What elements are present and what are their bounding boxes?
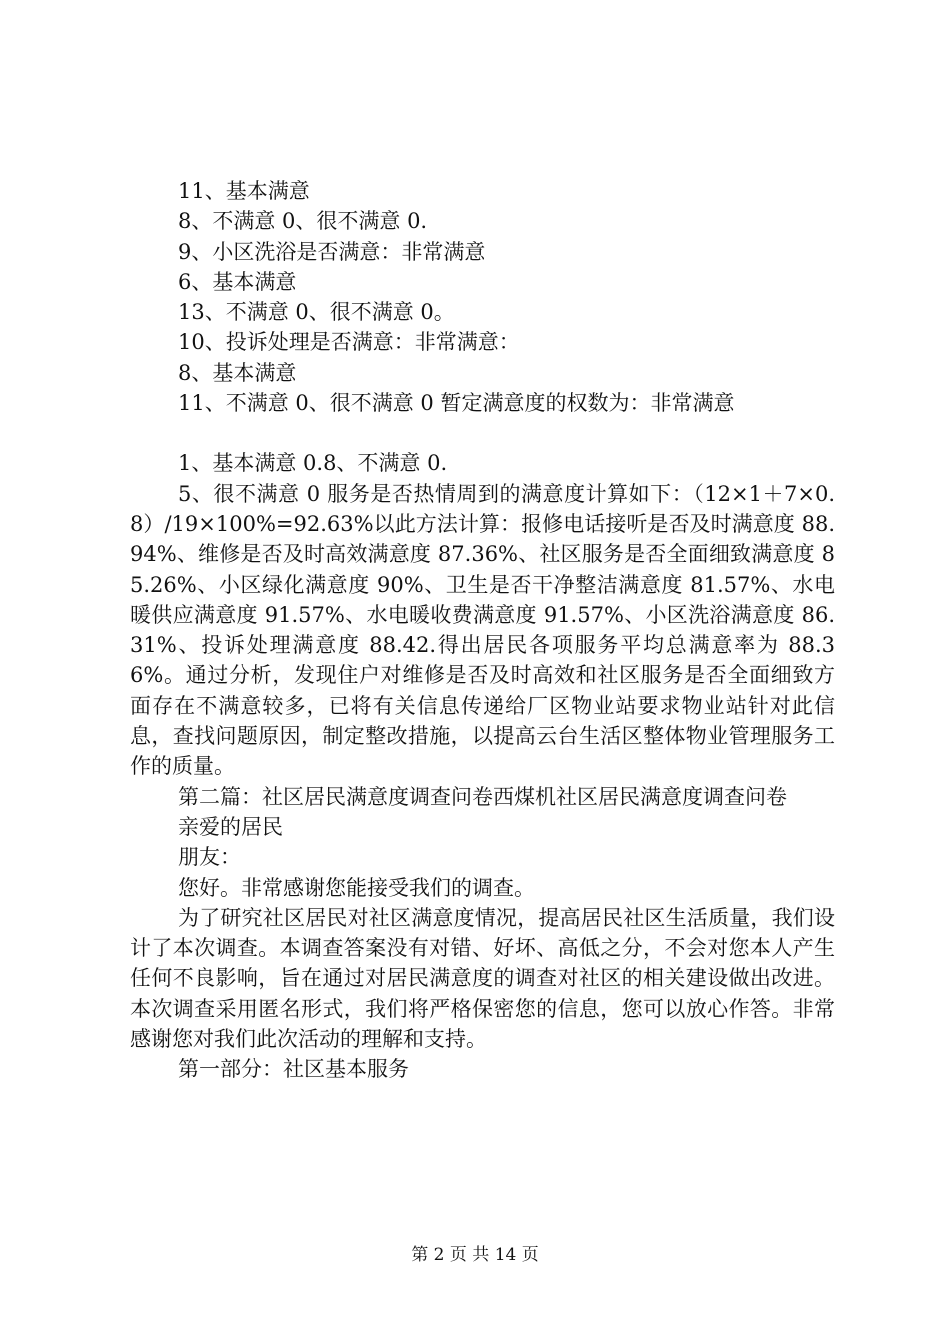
page-footer: 第 2 页 共 14 页 (411, 1245, 539, 1265)
section-title: 第二篇：社区居民满意度调查问卷西煤机社区居民满意度调查问卷 (178, 784, 787, 809)
text-line: 9、小区洗浴是否满意：非常满意 (178, 239, 486, 264)
text-line: 11、不满意 0、很不满意 0 暂定满意度的权数为：非常满意 (178, 391, 735, 416)
hello-line: 您好。非常感谢您能接受我们的调查。 (178, 875, 535, 900)
text-line: 8、不满意 0、很不满意 0. (178, 209, 428, 234)
text-line: 11、基本满意 (178, 179, 310, 203)
document-body (130, 176, 835, 1085)
text-line: 8、基本满意 (178, 360, 297, 385)
part-heading: 第一部分：社区基本服务 (178, 1057, 409, 1082)
text-line: 6、基本满意 (178, 269, 297, 294)
text-line: 10、投诉处理是否满意：非常满意： (178, 330, 520, 355)
text-line: 13、不满意 0、很不满意 0。 (178, 300, 455, 325)
greeting-line: 朋友： (178, 845, 241, 870)
calculation-paragraph: 5、很不满意 0 服务是否热情周到的满意度计算如下：（12×1＋7×0.8）/19×100%=92.63%以此方法计算：报修电话接听是否及时满意度 88.94%、维修是否及时高效满意度 87.36%、社区服务是否全面细致满意度 85.26%、小区绿化满意度 90%、卫生是否干净整洁满意度 81.57%、水电暖供应满意度 91.57%、水电暖收费满意度 91.57%、小区洗浴满意度 86.31%、投诉处理满意度 88.42.得出居民各项服务平均总满意率为 88.36%。通过分析，发现住户对维修是否及时高效和社区服务是否全面细致方面存在不满意较多，已将有关信息传递给厂区物业站要求物业站针对此信息，查找问题原因，制定整改措施，以提高云台生活区整体物业管理服务工作的质量。 (130, 481, 835, 779)
text-line: 1、基本满意 0.8、不满意 0. (178, 451, 448, 476)
greeting-line: 亲爱的居民 (178, 814, 283, 839)
blank-line (130, 418, 835, 448)
intro-paragraph: 为了研究社区居民对社区满意度情况，提高居民社区生活质量，我们设计了本次调查。本调查答案没有对错、好坏、高低之分，不会对您本人产生任何不良影响，旨在通过对居民满意度的调查对社区的相关建设做出改进。本次调查采用匿名形式，我们将严格保密您的信息，您可以放心作答。非常感谢您对我们此次活动的理解和支持。 (130, 905, 835, 1052)
